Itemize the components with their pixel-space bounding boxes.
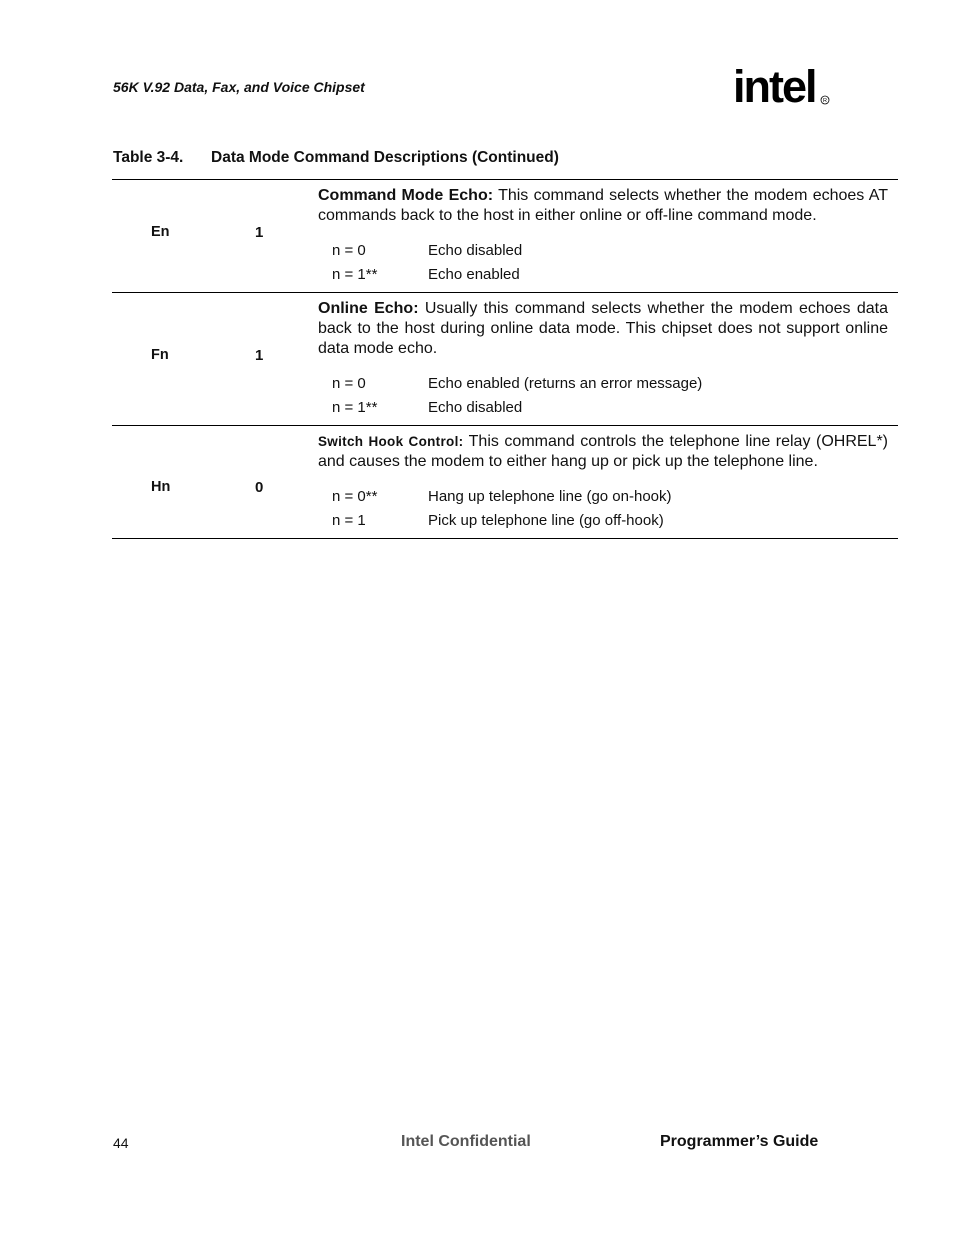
option-value: n = 1** xyxy=(332,398,378,416)
command-default: 0 xyxy=(255,479,264,496)
command-default: 1 xyxy=(255,347,264,364)
command-text: This command selects whether the modem echoes AT commands back to the host in either online or off-line command mode. xyxy=(318,187,888,224)
option-item xyxy=(332,263,898,287)
command-title: Switch Hook Control: xyxy=(318,434,464,449)
footer-guide-title: Programmer’s Guide xyxy=(660,1133,819,1150)
command-table xyxy=(112,179,898,539)
command-description xyxy=(318,426,888,472)
option-item xyxy=(332,372,898,396)
table-row xyxy=(112,426,898,539)
command-text: This command controls the telephone line relay (OHREL*) and causes the modem to either hang up or pick up the telephone line. xyxy=(318,433,888,470)
option-meaning: Hang up telephone line (go on-hook) xyxy=(428,488,672,505)
footer-confidential: Intel Confidential xyxy=(401,1133,531,1150)
option-list xyxy=(332,472,898,538)
option-meaning: Echo disabled xyxy=(428,398,523,416)
command-code: Fn xyxy=(151,347,169,363)
option-value: n = 0 xyxy=(332,375,366,392)
option-item xyxy=(332,396,898,420)
option-value: n = 1** xyxy=(332,265,378,283)
page-number: 44 xyxy=(113,1135,129,1151)
option-item xyxy=(332,239,898,263)
option-item xyxy=(332,485,898,509)
table-caption-number: Table 3-4. xyxy=(113,149,184,166)
option-value: n = 1 xyxy=(332,511,366,529)
intel-logo-icon xyxy=(733,58,833,118)
registered-mark: R xyxy=(823,98,827,105)
option-value: n = 0 xyxy=(332,242,366,259)
table-caption xyxy=(113,149,559,167)
command-title: Online Echo: xyxy=(318,300,419,317)
option-item xyxy=(332,509,898,533)
option-list xyxy=(332,226,898,292)
table-caption-title: Data Mode Command Descriptions (Continued) xyxy=(211,149,559,166)
command-code: Hn xyxy=(151,479,171,495)
command-text: Usually this command selects whether the modem echoes data back to the host during online data mode. This chipset does not support online data mode echo. xyxy=(318,300,889,357)
option-meaning: Echo disabled xyxy=(428,242,523,259)
option-meaning: Echo enabled xyxy=(428,265,520,283)
command-default: 1 xyxy=(255,224,264,241)
command-description xyxy=(318,180,888,226)
option-meaning: Echo enabled (returns an error message) xyxy=(428,375,703,392)
table-row xyxy=(112,180,898,293)
logo-text: intel xyxy=(733,61,816,112)
table-row xyxy=(112,293,898,426)
option-value: n = 0** xyxy=(332,488,378,505)
document-title: 56K V.92 Data, Fax, and Voice Chipset xyxy=(113,79,365,95)
option-meaning: Pick up telephone line (go off-hook) xyxy=(428,511,664,529)
command-description xyxy=(318,293,888,359)
command-title: Command Mode Echo: xyxy=(318,187,494,204)
option-list xyxy=(332,359,898,425)
command-code: En xyxy=(151,224,170,240)
